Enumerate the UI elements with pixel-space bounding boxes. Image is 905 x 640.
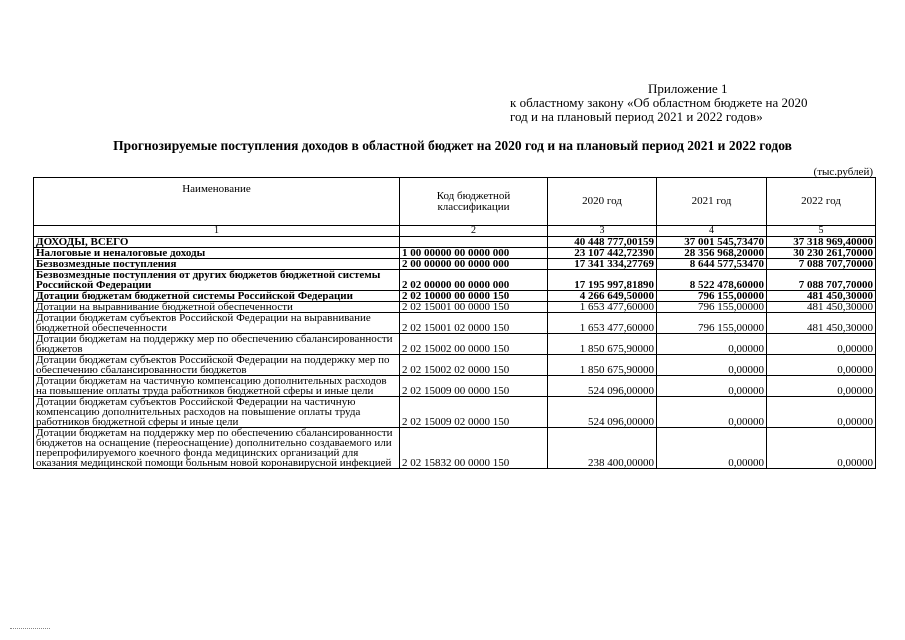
row-code: 2 02 15001 00 0000 150 [400,302,548,313]
row-value-2022: 0,00000 [767,376,876,397]
row-name: Безвозмездные поступления от других бюджетов бюджетной системы Российской Федерации [34,270,400,291]
row-name: Дотации бюджетам на поддержку мер по обеспечению сбалансированности бюджетов на оснащение (переоснащение) дополнительно создаваемого или перепрофилируемого коечного фонда медицинских организаций для оказания медицинской помощи больным новой коронавирусной инфекцией [34,428,400,469]
row-name: Налоговые и неналоговые доходы [34,248,400,259]
row-value-2021: 0,00000 [657,428,767,469]
unit-label: (тыс.рублей) [813,166,873,178]
row-value-2022: 481 450,30000 [767,313,876,334]
table-row [34,291,876,302]
row-value-2020: 4 266 649,50000 [548,291,657,302]
row-value-2020: 40 448 777,00159 [548,237,657,248]
table-row [34,313,876,334]
column-number-row [34,226,876,237]
row-code: 2 00 00000 00 0000 000 [400,259,548,270]
row-value-2021: 796 155,00000 [657,313,767,334]
table-row [34,397,876,428]
table-row [34,259,876,270]
row-value-2020: 23 107 442,72390 [548,248,657,259]
table-row [34,428,876,469]
row-name: Дотации бюджетам на поддержку мер по обеспечению сбалансированности бюджетов [34,334,400,355]
table-row [34,237,876,248]
row-value-2022: 7 088 707,70000 [767,259,876,270]
row-value-2021: 0,00000 [657,334,767,355]
row-name: ДОХОДЫ, ВСЕГО [34,237,400,248]
column-number: 4 [657,226,767,237]
row-value-2022: 0,00000 [767,355,876,376]
header-name: Наименование [34,178,400,226]
row-value-2022: 0,00000 [767,334,876,355]
row-value-2020: 238 400,00000 [548,428,657,469]
row-value-2020: 524 096,00000 [548,376,657,397]
row-name: Дотации на выравнивание бюджетной обеспеченности [34,302,400,313]
table-row [34,334,876,355]
row-value-2022: 7 088 707,70000 [767,270,876,291]
row-value-2021: 796 155,00000 [657,291,767,302]
table-row [34,355,876,376]
row-code: 2 02 15001 02 0000 150 [400,313,548,334]
row-value-2021: 8 522 478,60000 [657,270,767,291]
row-value-2021: 8 644 577,53470 [657,259,767,270]
row-value-2020: 17 341 334,27769 [548,259,657,270]
table-row [34,248,876,259]
row-name: Дотации бюджетам субъектов Российской Федерации на поддержку мер по обеспечению сбалансированности бюджетов [34,355,400,376]
row-value-2021: 28 356 968,20000 [657,248,767,259]
row-code [400,237,548,248]
row-value-2020: 524 096,00000 [548,397,657,428]
row-value-2022: 0,00000 [767,428,876,469]
row-value-2022: 30 230 261,70000 [767,248,876,259]
row-value-2021: 0,00000 [657,376,767,397]
header-2020: 2020 год [548,178,657,226]
appendix-line-2: к областному закону «Об областном бюджете на 2020 [510,95,808,110]
row-name: Безвозмездные поступления [34,259,400,270]
column-number: 2 [400,226,548,237]
appendix-line-1: Приложение 1 [648,81,728,96]
row-value-2021: 0,00000 [657,355,767,376]
row-value-2022: 0,00000 [767,397,876,428]
row-name: Дотации бюджетам субъектов Российской Федерации на выравнивание бюджетной обеспеченности [34,313,400,334]
column-number: 3 [548,226,657,237]
row-value-2021: 37 001 545,73470 [657,237,767,248]
column-number: 5 [767,226,876,237]
row-value-2020: 1 653 477,60000 [548,302,657,313]
budget-table [33,177,876,469]
row-name: Дотации бюджетам субъектов Российской Федерации на частичную компенсацию дополнительных расходов на повышение оплаты труда работников бюджетной сферы и иные цели [34,397,400,428]
header-2022: 2022 год [767,178,876,226]
row-value-2022: 37 318 969,40000 [767,237,876,248]
appendix-note [510,82,880,124]
column-number: 1 [34,226,400,237]
row-code: 2 02 10000 00 0000 150 [400,291,548,302]
row-code: 2 02 00000 00 0000 000 [400,270,548,291]
row-value-2020: 1 850 675,90000 [548,355,657,376]
table-row [34,270,876,291]
row-code: 1 00 00000 00 0000 000 [400,248,548,259]
row-code: 2 02 15002 02 0000 150 [400,355,548,376]
footer-divider [10,628,50,630]
row-value-2021: 0,00000 [657,397,767,428]
document-title: Прогнозируемые поступления доходов в областной бюджет на 2020 год и на плановый период 2021 и 2022 годов [113,138,792,153]
row-name: Дотации бюджетам бюджетной системы Российской Федерации [34,291,400,302]
row-code: 2 02 15009 00 0000 150 [400,376,548,397]
row-name: Дотации бюджетам на частичную компенсацию дополнительных расходов на повышение оплаты труда работников бюджетной сферы и иные цели [34,376,400,397]
row-code: 2 02 15009 02 0000 150 [400,397,548,428]
header-2021: 2021 год [657,178,767,226]
row-code: 2 02 15002 00 0000 150 [400,334,548,355]
appendix-line-3: год и на плановый период 2021 и 2022 годов» [510,109,763,124]
row-value-2020: 17 195 997,81890 [548,270,657,291]
row-value-2021: 796 155,00000 [657,302,767,313]
row-code: 2 02 15832 00 0000 150 [400,428,548,469]
row-value-2022: 481 450,30000 [767,291,876,302]
row-value-2020: 1 850 675,90000 [548,334,657,355]
row-value-2022: 481 450,30000 [767,302,876,313]
header-code: Код бюджетной классификации [400,178,548,226]
row-value-2020: 1 653 477,60000 [548,313,657,334]
table-row [34,376,876,397]
table-row [34,302,876,313]
